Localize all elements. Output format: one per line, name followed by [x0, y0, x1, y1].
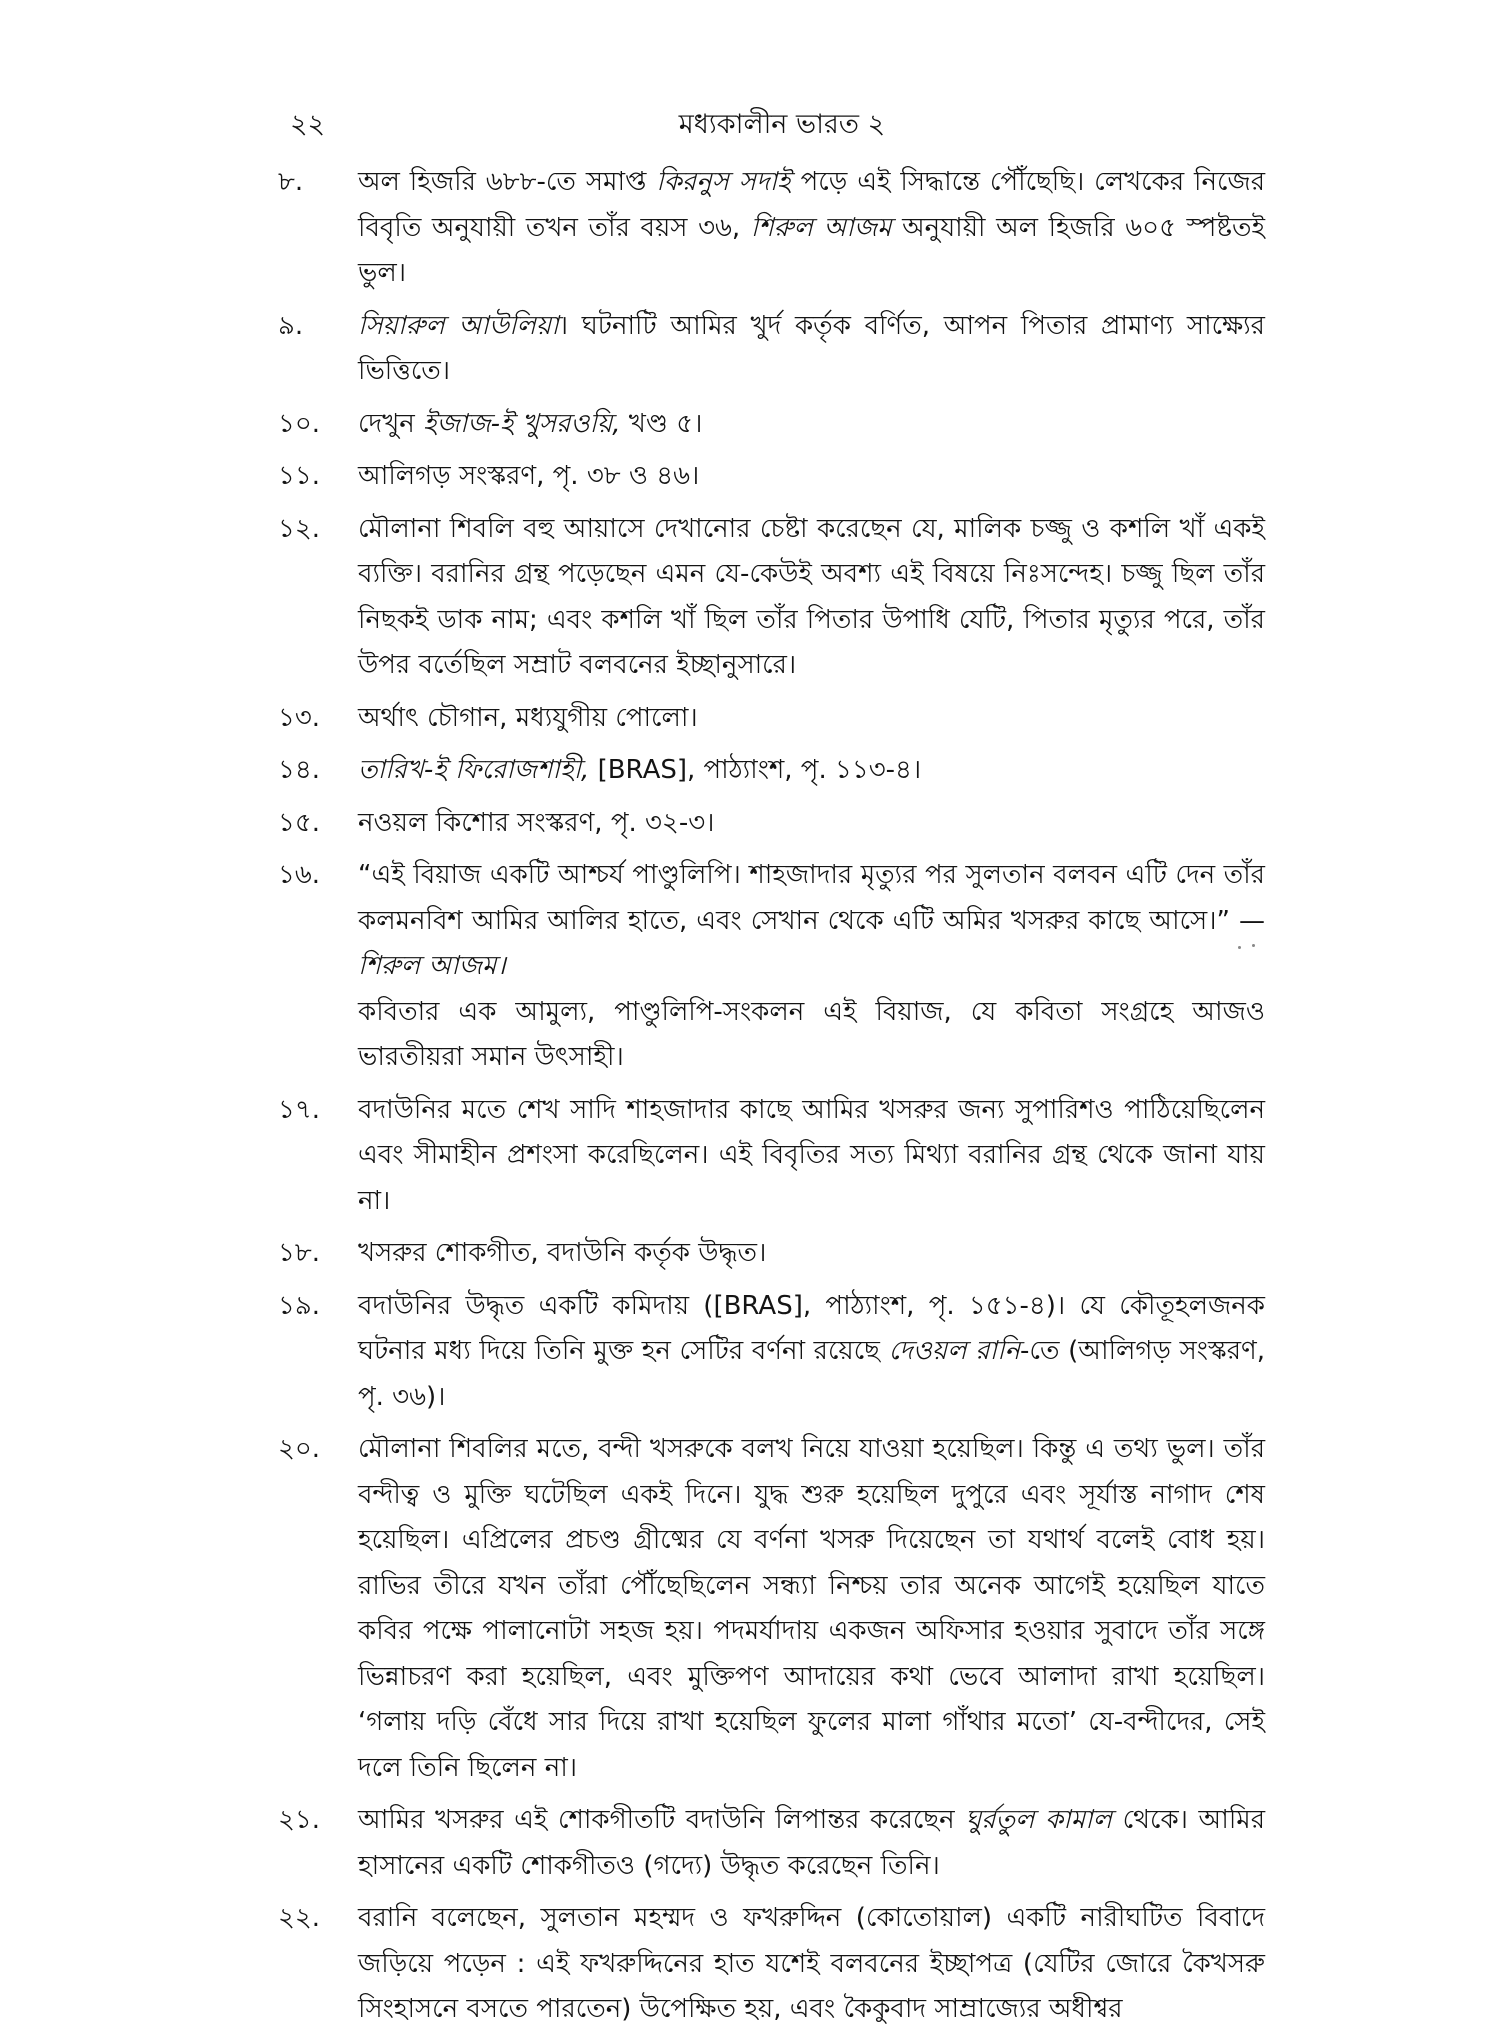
endnote-text	[358, 507, 1265, 689]
endnote-number: ১২.	[278, 513, 321, 544]
running-header	[282, 104, 1282, 144]
endnote-continuation: কবিতার এক আমুল্য, পাণ্ডুলিপি-সংকলন এই বিয়াজ, যে কবিতা সংগ্রহে আজও ভারতীয়রা সমান উৎসাহী।	[358, 996, 1265, 1072]
endnote-text	[358, 304, 1265, 395]
endnote-item	[270, 853, 1265, 1081]
endnote-number: ৮.	[278, 167, 304, 197]
text-run: “এই বিয়াজ একটি আশ্চর্য পাণ্ডুলিপি। শাহজাদার মৃত্যুর পর সুলতান বলবন এটি দেন তাঁর কলমনবিশ আমির আলির হাতে, এবং সেখান থেকে এটি অমির খসরুর কাছে আসে।” —	[358, 860, 1265, 936]
italic-title: কিরনুস সদাই	[656, 167, 791, 197]
italic-title: তারিখ-ই ফিরোজশাহী,	[358, 755, 590, 785]
text-run: । ঘটনাটি আমির খুর্দ কর্তৃক বর্ণিত, আপন পিতার প্রামাণ্য সাক্ষ্যের ভিত্তিতে।	[358, 310, 1265, 386]
text-run: অল হিজরি ৬৮৮-তে সমাপ্ত	[358, 167, 657, 197]
endnote-item	[270, 748, 1265, 794]
text-run: আমির খসরুর এই শোকগীতটি বদাউনি লিপান্তর করেছেন	[358, 1805, 966, 1835]
endnote-number: ২১.	[278, 1805, 321, 1835]
italic-title: শিরুল আজম	[750, 212, 892, 243]
endnote-item	[270, 1896, 1265, 2033]
text-run: নওয়ল কিশোর সংস্করণ, পৃ. ৩২-৩।	[358, 807, 715, 838]
book-title: মধ্যকালীন ভারত ২	[678, 109, 886, 140]
endnote-item	[270, 507, 1265, 689]
endnote-number: ১০.	[278, 408, 321, 439]
endnote-item	[270, 1088, 1265, 1225]
text-run: অনুযায়ী অল হিজরি ৬০৫ স্পষ্টতই ভুল।	[358, 212, 1265, 288]
endnote-item	[270, 1284, 1265, 1421]
endnote-number: ১৫.	[278, 807, 321, 838]
endnote-number: ৯.	[278, 310, 304, 341]
italic-title: সিয়ারুল আউলিয়া	[358, 310, 559, 341]
endnote-number: ১৬.	[278, 860, 321, 890]
text-run: খসরুর শোকগীত, বদাউনি কর্তৃক উদ্ধৃত।	[358, 1238, 767, 1268]
print-speck	[1238, 944, 1258, 950]
endnote-text	[358, 1284, 1265, 1421]
italic-title: শিরুল আজম।	[358, 951, 506, 981]
text-run: -তে (আলিগড় সংস্করণ, পৃ. ৩৬)।	[358, 1336, 1265, 1412]
text-run: বদাউনির উদ্ধৃত একটি কমিদায় ([BRAS], পাঠ্যাংশ, পৃ. ১৫১-৪)। যে কৌতূহলজনক ঘটনার মধ্য দিয়ে তিনি মুক্ত হন সেটির বর্ণনা রয়েছে	[358, 1290, 1265, 1366]
endnote-text	[358, 1896, 1265, 2033]
endnote-text	[358, 748, 1265, 794]
endnote-number: ২০.	[278, 1434, 321, 1464]
italic-title: দেওয়ল রানি	[888, 1336, 1021, 1366]
text-run: আলিগড় সংস্করণ, পৃ. ৩৮ ও ৪৬।	[358, 461, 700, 491]
endnote-number: ১৩.	[278, 702, 321, 733]
text-run: মৌলানা শিবলি বহু আয়াসে দেখানোর চেষ্টা করেছেন যে, মালিক চজ্জু ও কশলি খাঁ একই ব্যক্তি। বরানির গ্রন্থ পড়েছেন এমন যে-কেউই অবশ্য এই বিষয়ে নিঃসন্দেহ। চজ্জু ছিল তাঁর নিছকই ডাক নাম; এবং কশলি খাঁ ছিল তাঁর পিতার উপাধি যেটি, পিতার মৃত্যুর পরে, তাঁর উপর বর্তেছিল সম্রাট বলবনের ইচ্ছানুসারে।	[358, 513, 1265, 680]
endnote-text	[358, 1427, 1265, 1791]
endnote-text	[358, 160, 1265, 297]
endnote-number: ১৭.	[278, 1094, 321, 1125]
endnote-text	[358, 696, 1265, 742]
endnote-text	[358, 801, 1265, 847]
endnote-number: ১৪.	[278, 755, 321, 785]
endnote-item	[270, 402, 1265, 448]
endnote-item	[270, 801, 1265, 847]
page-number: ২২	[290, 109, 326, 140]
endnotes-list	[270, 160, 1265, 2040]
text-run: খণ্ড ৫।	[620, 408, 703, 439]
endnote-text	[358, 454, 1265, 500]
text-run: [BRAS], পাঠ্যাংশ, পৃ. ১১৩-৪।	[589, 755, 922, 785]
endnote-item	[270, 1427, 1265, 1791]
endnote-item	[270, 454, 1265, 500]
endnote-text	[358, 1088, 1265, 1225]
endnote-text	[358, 402, 1265, 448]
endnote-item	[270, 1231, 1265, 1277]
text-run: বরানি বলেছেন, সুলতান মহম্মদ ও ফখরুদ্দিন (কোতোয়াল) একটি নারীঘটিত বিবাদে জড়িয়ে পড়েন : এই ফখরুদ্দিনের হাত যশেই বলবনের ইচ্ছাপত্র (যেটির জোরে কৈখসরু সিংহাসনে বসতে পারতেন) উপেক্ষিত হয়, এবং কৈকুবাদ সাম্রাজ্যের অধীশ্বর	[358, 1903, 1265, 2024]
endnote-text	[358, 1798, 1265, 1889]
endnote-item	[270, 696, 1265, 742]
endnote-text	[358, 853, 1265, 1081]
text-run: পড়ে এই সিদ্ধান্তে পৌঁছেছি। লেখকের নিজের বিবৃতি অনুযায়ী তখন তাঁর বয়স ৩৬,	[358, 167, 1266, 243]
endnote-number: ২২.	[278, 1903, 321, 1933]
text-run: মৌলানা শিবলির মতে, বন্দী খসরুকে বলখ নিয়ে যাওয়া হয়েছিল। কিন্তু এ তথ্য ভুল। তাঁর বন্দীত্ব ও মুক্তি ঘটেছিল একই দিনে। যুদ্ধ শুরু হয়েছিল দুপুরে এবং সূর্যাস্ত নাগাদ শেষ হয়েছিল। এপ্রিলের প্রচণ্ড গ্রীষ্মের যে বর্ণনা খসরু দিয়েছেন তা যথার্থ বলেই বোধ হয়। রাভির তীরে যখন তাঁরা পৌঁছেছিলেন সন্ধ্যা নিশ্চয় তার অনেক আগেই হয়েছিল যাতে কবির পক্ষে পালানোটা সহজ হয়। পদমর্যাদায় একজন অফিসার হওয়ার সুবাদে তাঁর সঙ্গে ভিন্নাচরণ করা হয়েছিল, এবং মুক্তিপণ আদায়ের কথা ভেবে আলাদা রাখা হয়েছিল। ‘গলায় দড়ি বেঁধে সার দিয়ে রাখা হয়েছিল ফুলের মালা গাঁথার মতো’ যে-বন্দীদের, সেই দলে তিনি ছিলেন না।	[358, 1434, 1265, 1783]
endnote-item	[270, 1798, 1265, 1889]
italic-title: ঘুর্রতুল কামাল	[965, 1805, 1113, 1835]
italic-title: ইজাজ-ই খুসরওয়ি,	[423, 408, 621, 439]
text-run: থেকে। আমির হাসানের একটি শোকগীতও (গদ্যে) উদ্ধৃত করেছেন তিনি।	[358, 1805, 1265, 1881]
endnote-number: ১৮.	[278, 1238, 321, 1268]
endnote-number: ১১.	[278, 461, 321, 491]
endnote-item	[270, 160, 1265, 297]
endnote-item	[270, 304, 1265, 395]
endnote-text	[358, 1231, 1265, 1277]
text-run: দেখুন	[358, 408, 424, 439]
text-run: বদাউনির মতে শেখ সাদি শাহজাদার কাছে আমির খসরুর জন্য সুপারিশও পাঠিয়েছিলেন এবং সীমাহীন প্রশংসা করেছিলেন। এই বিবৃতির সত্য মিথ্যা বরানির গ্রন্থ থেকে জানা যায় না।	[358, 1094, 1265, 1216]
text-run: অর্থাৎ চৌগান, মধ্যযুগীয় পোলো।	[358, 702, 698, 733]
endnote-number: ১৯.	[278, 1290, 321, 1321]
